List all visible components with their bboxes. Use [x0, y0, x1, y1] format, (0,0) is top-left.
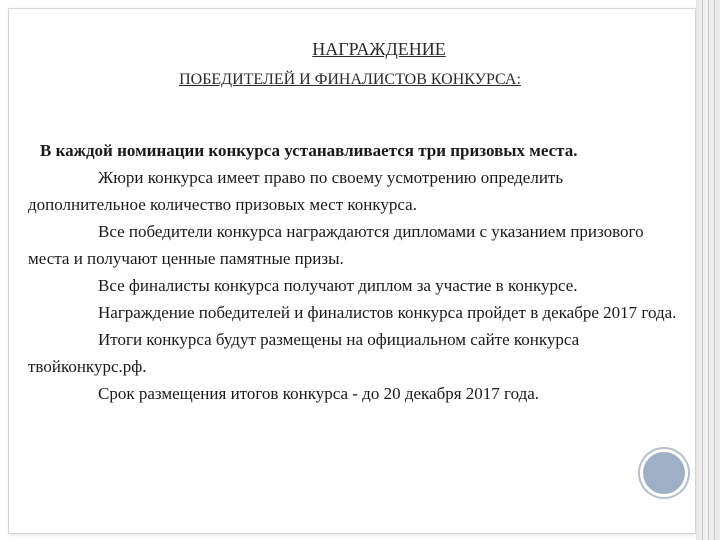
- decorative-circle: [640, 449, 688, 497]
- title-line-1: НАГРАЖДЕНИЕ: [312, 39, 446, 59]
- side-decoration-line: [714, 0, 715, 540]
- body-paragraph: Все победители конкурса награждаются дипломами с указанием призового места и получают ценные памятные призы.: [28, 222, 644, 268]
- slide-body: [28, 137, 680, 407]
- slide-title: [0, 34, 700, 94]
- body-paragraph: Срок размещения итогов конкурса - до 20 декабря 2017 года.: [98, 384, 540, 403]
- body-paragraph: Награждение победителей и финалистов конкурса пройдет в декабре 2017 года.: [98, 303, 677, 322]
- side-decoration-line: [708, 0, 709, 540]
- body-paragraph: Все финалисты конкурса получают диплом за участие в конкурсе.: [98, 276, 578, 295]
- body-paragraph: Итоги конкурса будут размещены на официальном сайте конкурса твойконкурс.рф.: [28, 330, 580, 376]
- side-decoration-line: [702, 0, 703, 540]
- lead-paragraph: В каждой номинации конкурса устанавливается три призовых места.: [40, 141, 578, 160]
- body-paragraph: Жюри конкурса имеет право по своему усмотрению определить дополнительное количество призовых мест конкурса.: [28, 168, 564, 214]
- title-line-2: ПОБЕДИТЕЛЕЙ И ФИНАЛИСТОВ КОНКУРСА:: [179, 70, 521, 88]
